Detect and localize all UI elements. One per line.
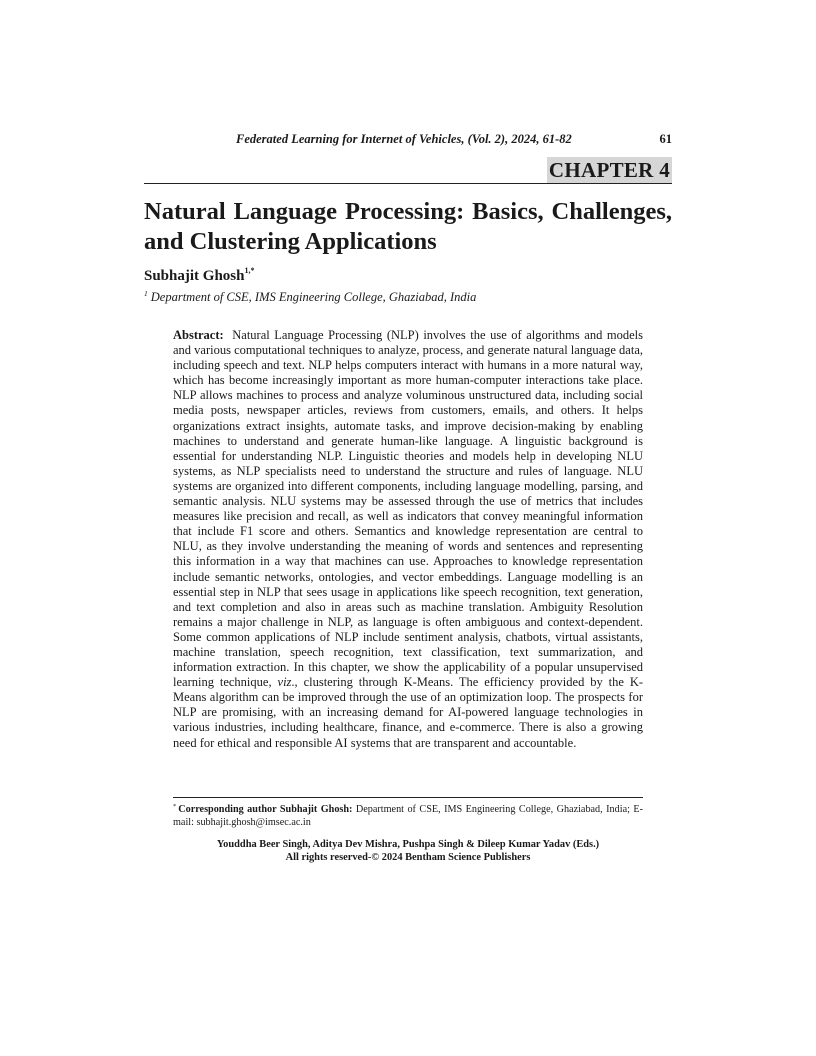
affiliation [144, 286, 476, 305]
author [144, 262, 254, 285]
author-marks: 1,* [244, 266, 255, 275]
page-number: 61 [659, 132, 672, 146]
chapter-label: CHAPTER 4 [548, 158, 670, 182]
footnote-text: Department of CSE, IMS Engineering College, Ghaziabad, India; E-mail: subhajit.ghosh@imsec.ac.in [173, 804, 643, 828]
abstract-text: Natural Language Processing (NLP) involves the use of algorithms and models and various computational techniques to analyze, process, and generate natural language data, including speech and text. NLP helps computers interact with humans in a more natural way, which has become increasingly important as more human-computer interactions take place. NLP allows machines to process and analyze voluminous unstructured data, including social media posts, newspaper articles, reviews from customers, emails, and others. It helps organizations extract insights, automate tasks, and improve decision-making by enabling machines to understand and generate human-like language. A linguistic background is essential for understanding NLP. Linguistic theories and models help in developing NLU systems, as NLP specialists need to understand the structure and rules of language. NLU systems are organized into different components, including language modelling, parsing, and semantic analysis. NLU systems may be assessed through the use of metrics that includes measures like precision and recall, as well as indicators that convey meaningful information that include F1 score and others. Semantics and knowledge representation are central to NLU, as they involve understanding the meaning of words and sentences and representing this information in a way that machines can use. Approaches to knowledge representation include semantic networks, ontologies, and vector embeddings. Language modelling is an essential step in NLP that sees usage in applications like speech recognition, text generation, and text completion and also in areas such as machine translation. Ambiguity Resolution remains a major challenge in NLP, as language is often ambiguous and context-dependent. Some common applications of NLP include sentiment analysis, chatbots, virtual assistants, machine translation, speech recognition, text classification, text summarization, and information extraction. In this chapter, we show the applicability of a popular unsupervised learning technique, [173, 328, 643, 690]
author-name: Subhajit Ghosh [144, 268, 245, 284]
footnote-mark: * [173, 803, 177, 810]
affiliation-mark: 1 [144, 289, 148, 298]
journal-citation [236, 131, 572, 147]
affiliation-text: Department of CSE, IMS Engineering College, Ghaziabad, India [150, 290, 477, 304]
editors-line: Youddha Beer Singh, Aditya Dev Mishra, Pushpa Singh & Dileep Kumar Yadav (Eds.) [216, 839, 600, 850]
footnote-label: Corresponding author Subhajit Ghosh: [178, 804, 353, 815]
footnote [173, 800, 643, 829]
abstract-label: Abstract: [173, 328, 224, 342]
abstract-text-continued: ., clustering through K-Means. The efficiency provided by the K-Means algorithm can be improved through the use of an optimization loop. The prospects for NLP are promising, with an increasing demand for AI-powered language technologies in various industries, including healthcare, finance, and e-commerce. There is also a growing need for ethical and responsible AI systems that are transparent and accountable. [173, 675, 644, 750]
journal-volume: (Vol. 2) [467, 132, 506, 146]
abstract-viz: viz [277, 675, 292, 690]
abstract [173, 328, 643, 751]
footnote-divider [173, 797, 643, 798]
publisher-info [144, 838, 672, 864]
chapter-divider [144, 183, 672, 184]
rights-line: All rights reserved-© 2024 Bentham Science Publishers [285, 852, 531, 863]
journal-year-pages: , 2024, 61-82 [505, 132, 572, 146]
journal-title: Federated Learning for Internet of Vehicles, [236, 132, 468, 146]
paper-title: Natural Language Processing: Basics, Challenges, and Clustering Applications [144, 198, 672, 255]
